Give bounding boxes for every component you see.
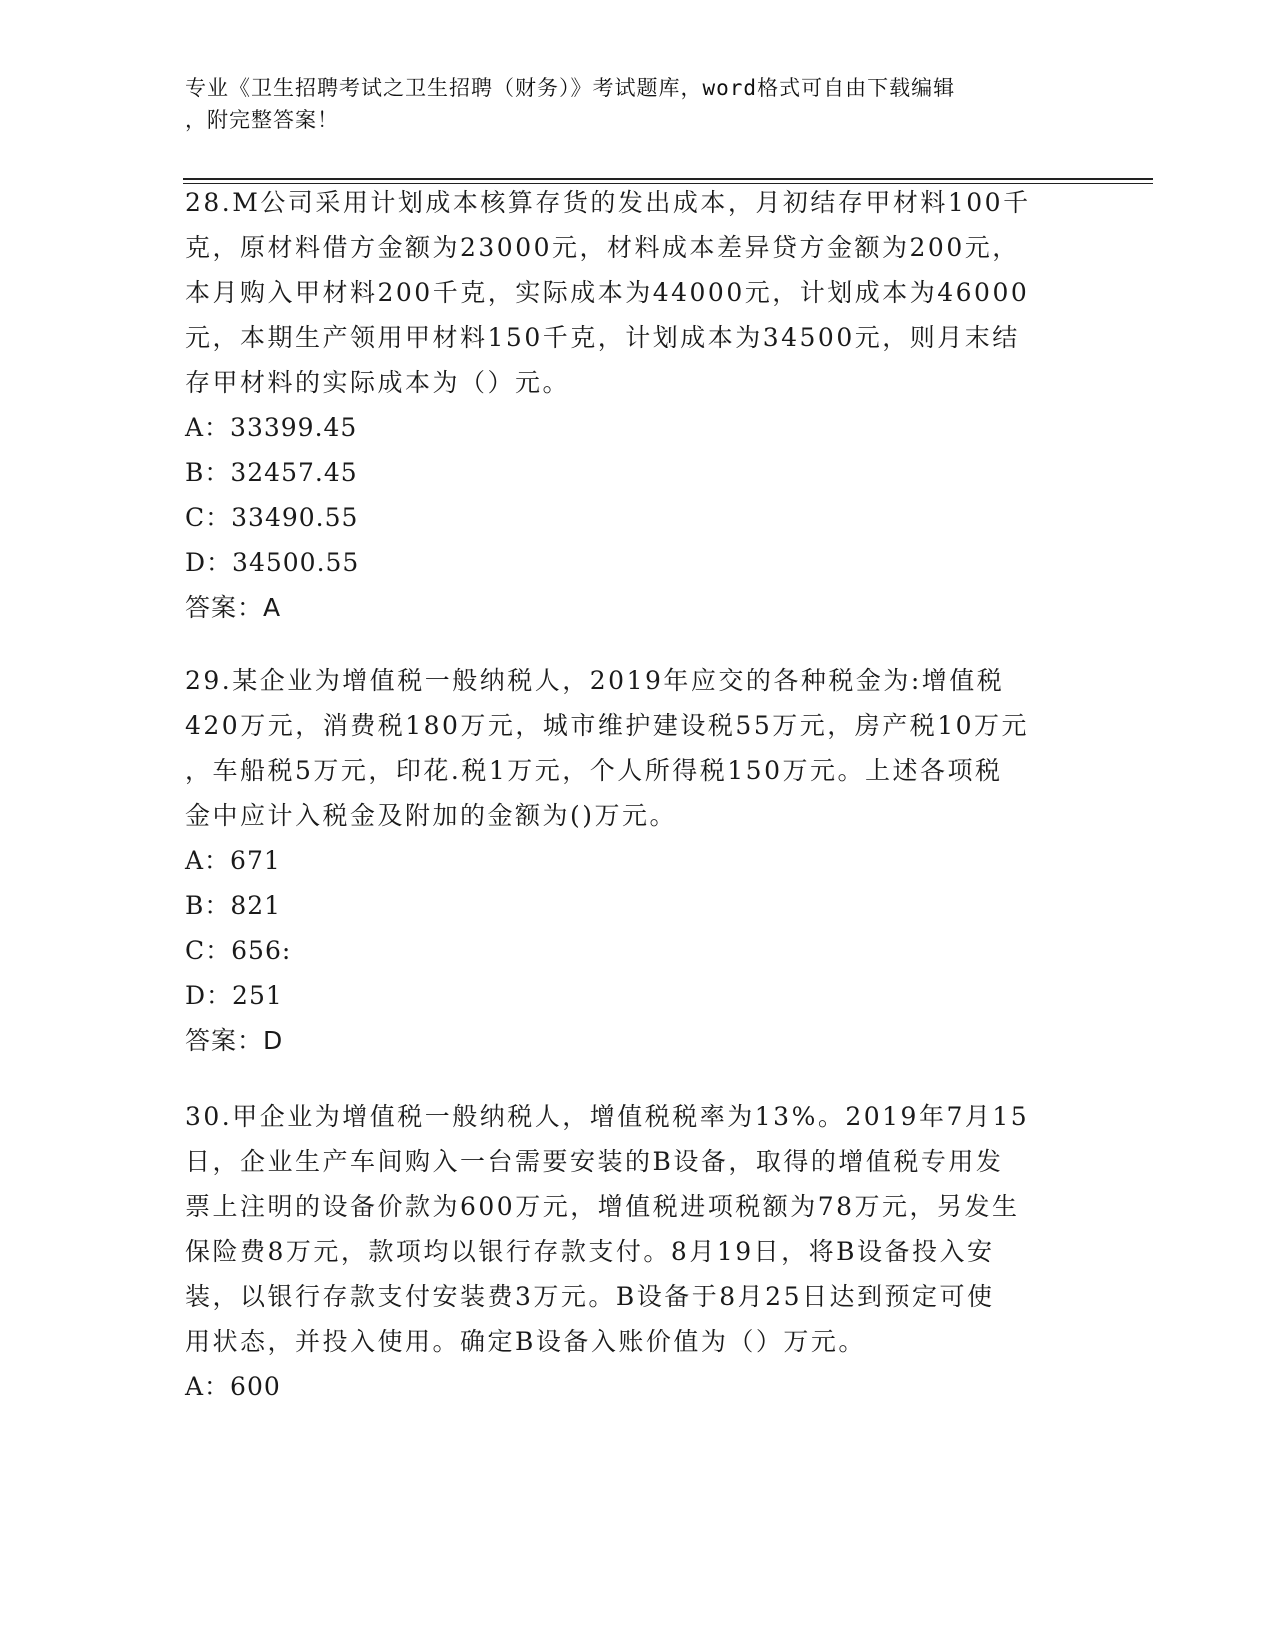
question-29	[185, 658, 1080, 1063]
question-stem-line: 元，本期生产领用甲材料150千克，计划成本为34500元，则月末结	[185, 323, 1020, 352]
option-a: A：33399.45	[185, 413, 358, 442]
answer: 答案：D	[185, 1026, 284, 1055]
header-line-1: 专业《卫生招聘考试之卫生招聘（财务）》考试题库，word格式可自由下载编辑	[185, 76, 956, 100]
option-b: B：821	[185, 891, 282, 920]
option-b: B：32457.45	[185, 458, 358, 487]
question-28	[185, 180, 1080, 630]
option-d: D：251	[185, 981, 283, 1010]
question-stem-line: 日，企业生产车间购入一台需要安装的B设备，取得的增值税专用发	[185, 1147, 1004, 1176]
header-line-2: ，附完整答案！	[185, 108, 339, 132]
question-stem-line: 金中应计入税金及附加的金额为()万元。	[185, 801, 678, 830]
option-c: C：656:	[185, 936, 292, 965]
option-a: A：600	[185, 1372, 281, 1401]
question-stem-line: 用状态，并投入使用。确定B设备入账价值为（）万元。	[185, 1327, 866, 1356]
question-stem-line: 28.M公司采用计划成本核算存货的发出成本，月初结存甲材料100千	[185, 188, 1031, 217]
option-c: C：33490.55	[185, 503, 359, 532]
option-d: D：34500.55	[185, 548, 360, 577]
question-stem-line: 420万元，消费税180万元，城市维护建设税55万元，房产税10万元	[185, 711, 1030, 740]
question-stem-line: 保险费8万元，款项均以银行存款支付。8月19日，将B设备投入安	[185, 1237, 995, 1266]
question-stem-line: 存甲材料的实际成本为（）元。	[185, 368, 571, 397]
page-header	[185, 72, 1065, 136]
question-stem-line: 克，原材料借方金额为23000元，材料成本差异贷方金额为200元，	[185, 233, 1020, 262]
question-stem-line: 票上注明的设备价款为600万元，增值税进项税额为78万元，另发生	[185, 1192, 1020, 1221]
question-stem-line: 装，以银行存款支付安装费3万元。B设备于8月25日达到预定可使	[185, 1282, 995, 1311]
answer: 答案：A	[185, 593, 282, 622]
question-stem-line: 本月购入甲材料200千克，实际成本为44000元，计划成本为46000	[185, 278, 1030, 307]
question-30	[185, 1094, 1080, 1409]
question-stem-line: 30.甲企业为增值税一般纳税人，增值税税率为13%。2019年7月15	[185, 1102, 1030, 1131]
question-stem-line: 29.某企业为增值税一般纳税人，2019年应交的各种税金为:增值税	[185, 666, 1005, 695]
option-a: A：671	[185, 846, 281, 875]
question-stem-line: ，车船税5万元，印花.税1万元，个人所得税150万元。上述各项税	[185, 756, 1003, 785]
